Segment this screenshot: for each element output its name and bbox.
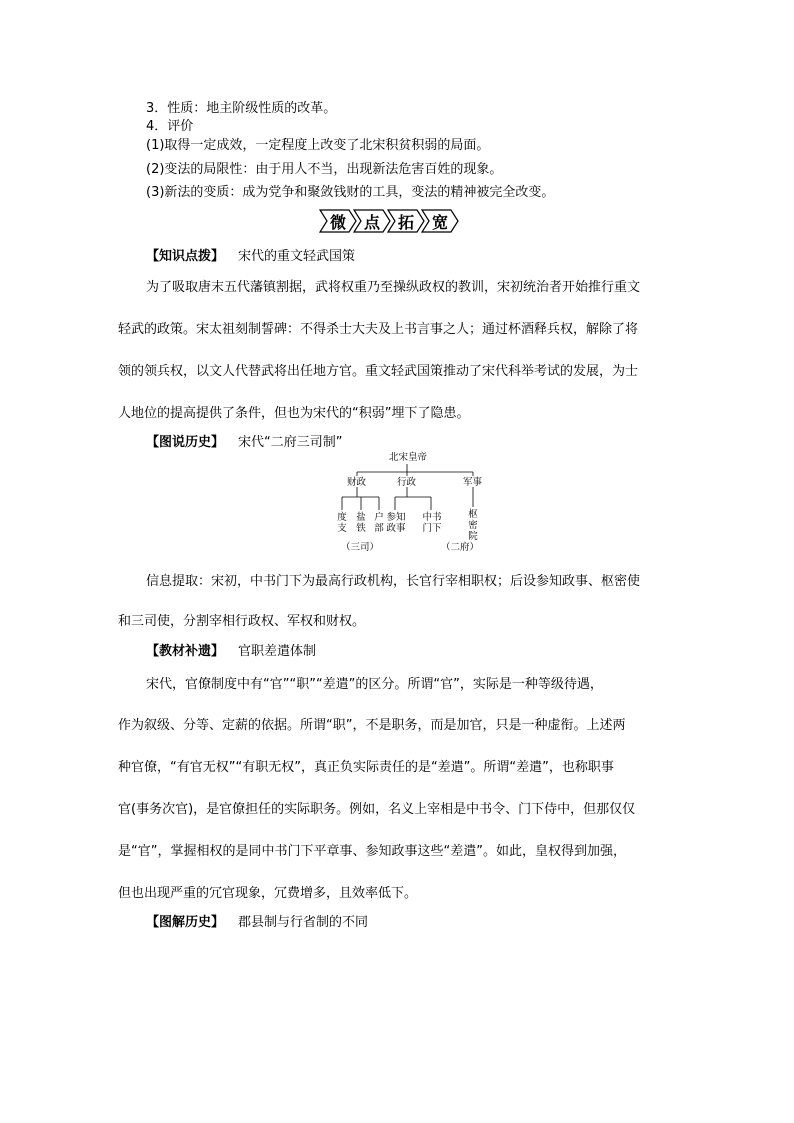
section-label: 【教材补遗】 (146, 644, 225, 659)
paragraph-line: 是“官”，掌握相权的是同中书门下平章事、参知政事这些“差遣”。如此，皇权得到加强， (118, 844, 626, 859)
diagram-leaf: 户部 (374, 512, 384, 534)
info-extraction-line: 和三司使，分割宰相行政权、军权和财权。 (118, 614, 366, 629)
section-banner (319, 209, 455, 233)
banner-segment-3: 拓 (387, 209, 425, 233)
section-heading-diagram-history (146, 911, 368, 930)
diagram-leaf: 参知政事 (386, 512, 406, 534)
paragraph-line: 领的领兵权，以文人代替武将出任地方官。重文轻武国策推动了宋代科举考试的发展，为士 (118, 364, 639, 379)
section-heading-knowledge (146, 245, 355, 264)
section-label: 【图说历史】 (146, 435, 225, 450)
paragraph-line: 种官僚，“有官无权”“有职无权”，真正负实际责任的是“差遣”。所谓“差遣”，也称职事 (118, 760, 614, 775)
section-title: 宋代“二府三司制” (238, 435, 343, 450)
section-label: 【图解历史】 (146, 915, 225, 930)
diagram-root: 北宋皇帝 (389, 452, 428, 463)
paragraph-line: 但也出现严重的冗官现象，冗费增多，且效率低下。 (118, 886, 418, 901)
diagram-group-label-three-offices: （三司） (341, 542, 380, 553)
paragraph-line: 作为叙级、分等、定薪的依据。所谓“职”，不是职务，而是加官，只是一种虚衔。上述两 (118, 718, 626, 733)
diagram-branch-administration: 行政 (397, 477, 417, 488)
diagram-branch-military: 军事 (463, 477, 483, 488)
banner-segment-1: 微 (319, 209, 357, 233)
diagram-leaf: 盐铁 (356, 512, 366, 534)
diagram-branch-finance: 财政 (347, 477, 367, 488)
diagram-leaf: 度支 (337, 512, 347, 534)
diagram-leaf: 枢密院 (468, 509, 478, 542)
section-heading-textbook-supplement (146, 640, 316, 659)
section-title: 官职差遣体制 (238, 644, 317, 659)
text-line-evaluation-2: (2)变法的局限性：由于用人不当，出现新法危害百姓的现象。 (146, 162, 503, 177)
section-title: 郡县制与行省制的不同 (238, 915, 369, 930)
text-line-evaluation-heading: 4．评价 (146, 119, 194, 134)
banner-segment-2: 点 (353, 209, 391, 233)
text-line-nature: 3．性质：地主阶级性质的改革。 (146, 101, 337, 116)
paragraph-line: 官(事务次官)，是官僚担任的实际职务。例如，名义上宰相是中书令、门下侍中，但那仅仅 (118, 802, 636, 817)
text-line-evaluation-3: (3)新法的变质：成为党争和聚敛钱财的工具，变法的精神被完全改变。 (146, 185, 555, 200)
diagram-group-label-two-departments: （二府） (441, 542, 480, 553)
section-heading-illustrated-history (146, 431, 343, 450)
paragraph-line: 人地位的提高提供了条件，但也为宋代的“积弱”埋下了隐患。 (118, 406, 470, 421)
diagram-leaf: 中书门下 (422, 512, 442, 534)
paragraph-line: 为了吸取唐末五代藩镇割据，武将权重乃至操纵政权的教训，宋初统治者开始推行重文 (146, 280, 641, 295)
paragraph-line: 宋代，官僚制度中有“官”“职”“差遣”的区分。所谓“官”，实际是一种等级待遇， (146, 677, 603, 692)
two-departments-three-offices-diagram (335, 450, 495, 555)
info-extraction-line: 信息提取：宋初，中书门下为最高行政机构，长官行宰相职权；后设参知政事、枢密使 (146, 574, 641, 589)
section-title: 宋代的重文轻武国策 (238, 249, 356, 264)
banner-segment-4: 宽 (421, 209, 459, 233)
text-line-evaluation-1: (1)取得一定成效，一定程度上改变了北宋积贫积弱的局面。 (146, 138, 490, 153)
section-label: 【知识点拨】 (146, 249, 225, 264)
paragraph-line: 轻武的政策。宋太祖刻制誓碑：不得杀士大夫及上书言事之人；通过杯酒释兵权，解除了将 (118, 322, 639, 337)
